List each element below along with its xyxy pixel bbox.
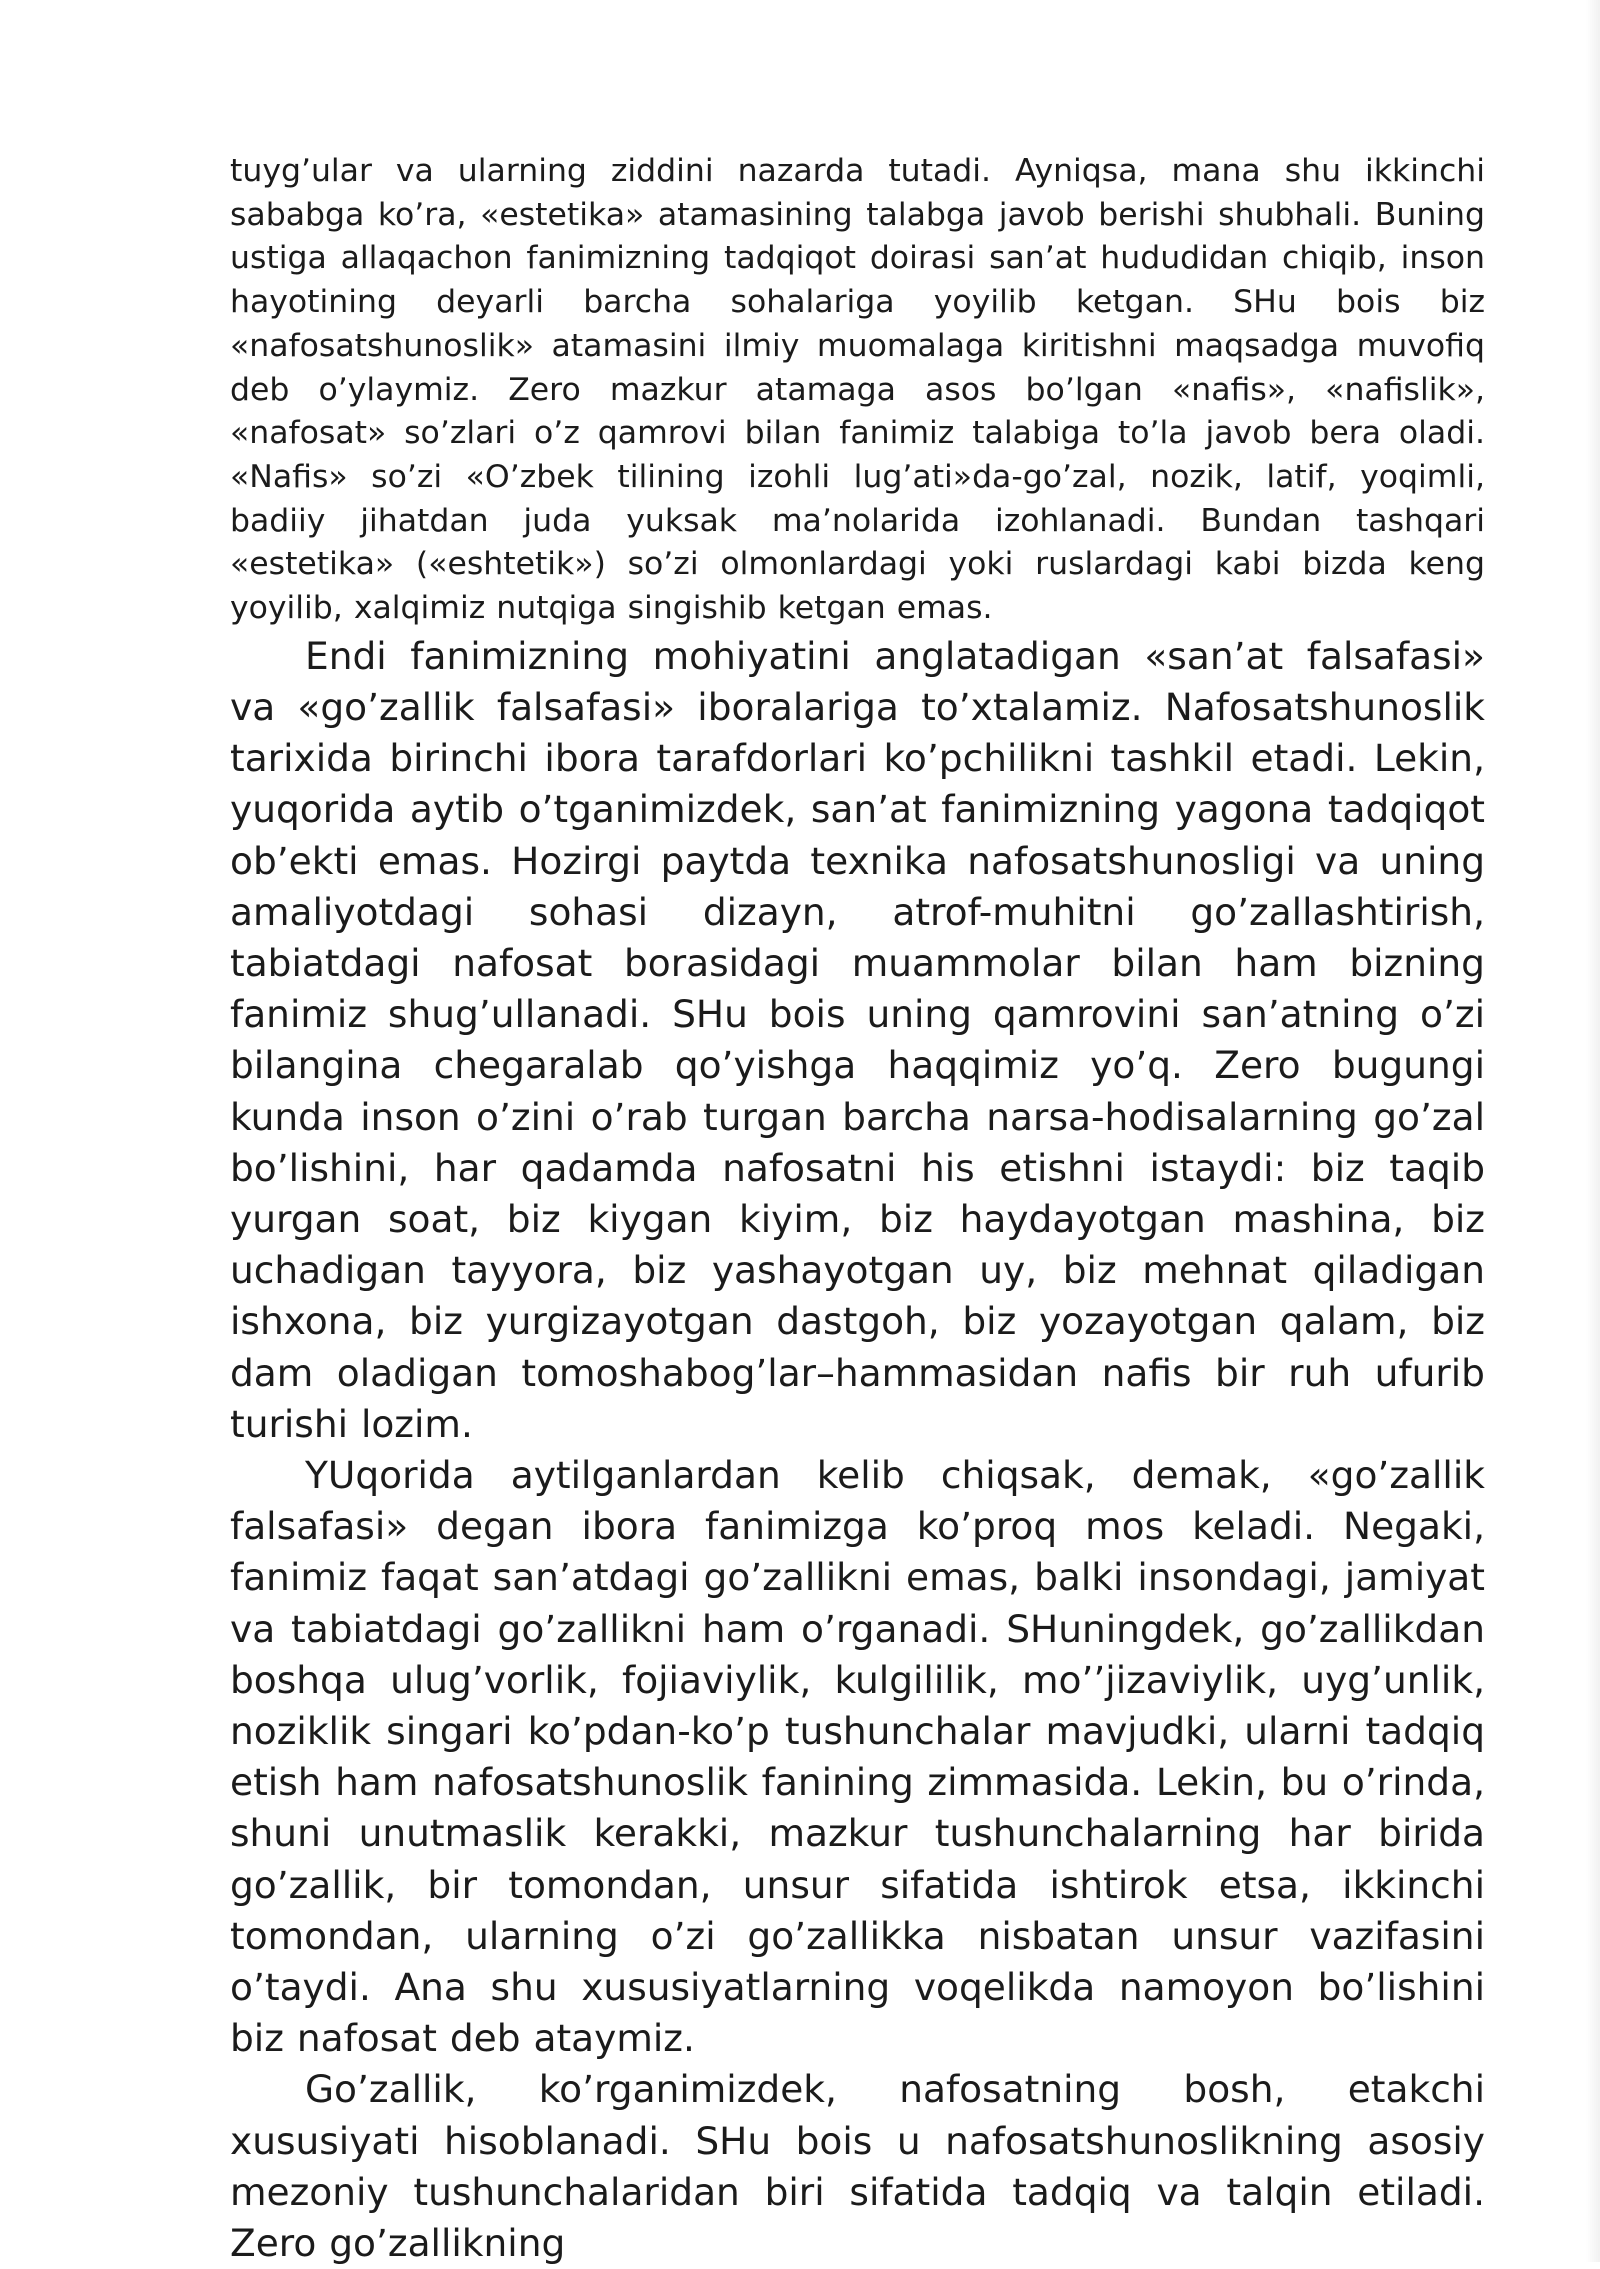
paragraph-art-philosophy: Endi fanimizning mohiyatini anglatadigan «san’at falsafasi» va «go’zallik falsafasi» iboralariga to’xtalamiz. Nafosatshunoslik tarixida birinchi ibora tarafdorlari ko’pchilikni tashkil etadi. Lekin, yuqorida aytib o’tganimizdek, san’at fanimizning yagona tadqiqot ob’ekti emas. Hozirgi paytda texnika nafosatshunosligi va uning amaliyotdagi sohasi dizayn, atrof-muhitni go’zallashtirish, tabiatdagi nafosat borasidagi muammolar bilan ham bizning fanimiz shug’ullanadi. SHu bois uning qamrovini san’atning o’zi bilangina chegaralab qo’yishga haqqimiz yo’q. Zero bugungi kunda inson o’zini o’rab turgan barcha narsa-hodisalarning go’zal bo’lishini, har qadamda nafosatni his etishni istaydi: biz taqib yurgan soat, biz kiygan kiyim, biz haydayotgan mashina, biz uchadigan tayyora, biz yashayotgan uy, biz mehnat qiladigan ishxona, biz yurgizayotgan dastgoh, biz yozayotgan qalam, biz dam oladigan tomoshabog’lar–hammasidan nafis bir ruh ufurib turishi lozim.: [230, 633, 1485, 1446]
continued-paragraph: tuyg’ular va ularning ziddini nazarda tutadi. Ayniqsa, mana shu ikkinchi sababga ko’ra, «estetika» atamasining talabga javob berishi shubhali. Buning ustiga allaqachon fanimizning tadqiqot doirasi san’at hududidan chiqib, inson hayotining deyarli barcha sohalariga yoyilib ketgan. SHu bois biz «nafosatshunoslik» atamasini ilmiy muomalaga kiritishni maqsadga muvofiq deb o’ylaymiz. Zero mazkur atamaga asos bo’lgan «nafis», «nafislik», «nafosat» so’zlari o’z qamrovi bilan fanimiz talabiga to’la javob bera oladi. «Nafis» so’zi «O’zbek tilining izohli lug’ati»da-go’zal, nozik, latif, yoqimli, badiiy jihatdan juda yuksak ma’nolarida izohlanadi. Bundan tashqari «estetika» («eshtetik») so’zi olmonlardagi yoki ruslardagi kabi bizda keng yoyilib, xalqimiz nutqiga singishib ketgan emas.: [230, 153, 1485, 627]
paragraph-beauty-criterion: Go’zallik, ko’rganimizdek, nafosatning bosh, etakchi xususiyati hisoblanadi. SHu bois u nafosatshunoslikning asosiy mezoniy tushunchalaridan biri sifatida tadqiq va talqin etiladi. Zero go’zallikning: [230, 2067, 1485, 2266]
paragraph-beauty-philosophy: YUqorida aytilganlardan kelib chiqsak, demak, «go’zallik falsafasi» degan ibora fanimizga ko’proq mos keladi. Negaki, fanimiz faqat san’atdagi go’zallikni emas, balki insondagi, jamiyat va tabiatdagi go’zallikni ham o’rganadi. SHuningdek, go’zallikdan boshqa ulug’vorlik, fojiaviylik, kulgililik, mo’’jizaviylik, uyg’unlik, noziklik singari ko’pdan-ko’p tushunchalar mavjudki, ularni tadqiq etish ham nafosatshunoslik fanining zimmasida. Lekin, bu o’rinda, shuni unutmaslik kerakki, mazkur tushunchalarning har birida go’zallik, bir tomondan, unsur sifatida ishtirok etsa, ikkinchi tomondan, ularning o’zi go’zallikka nisbatan unsur vazifasini o’taydi. Ana shu xususiyatlarning voqelikda namoyon bo’lishini biz nafosat deb ataymiz.: [230, 1452, 1485, 2061]
page-edge-shadow: [1586, 0, 1600, 2262]
document-body: [230, 150, 1485, 2269]
